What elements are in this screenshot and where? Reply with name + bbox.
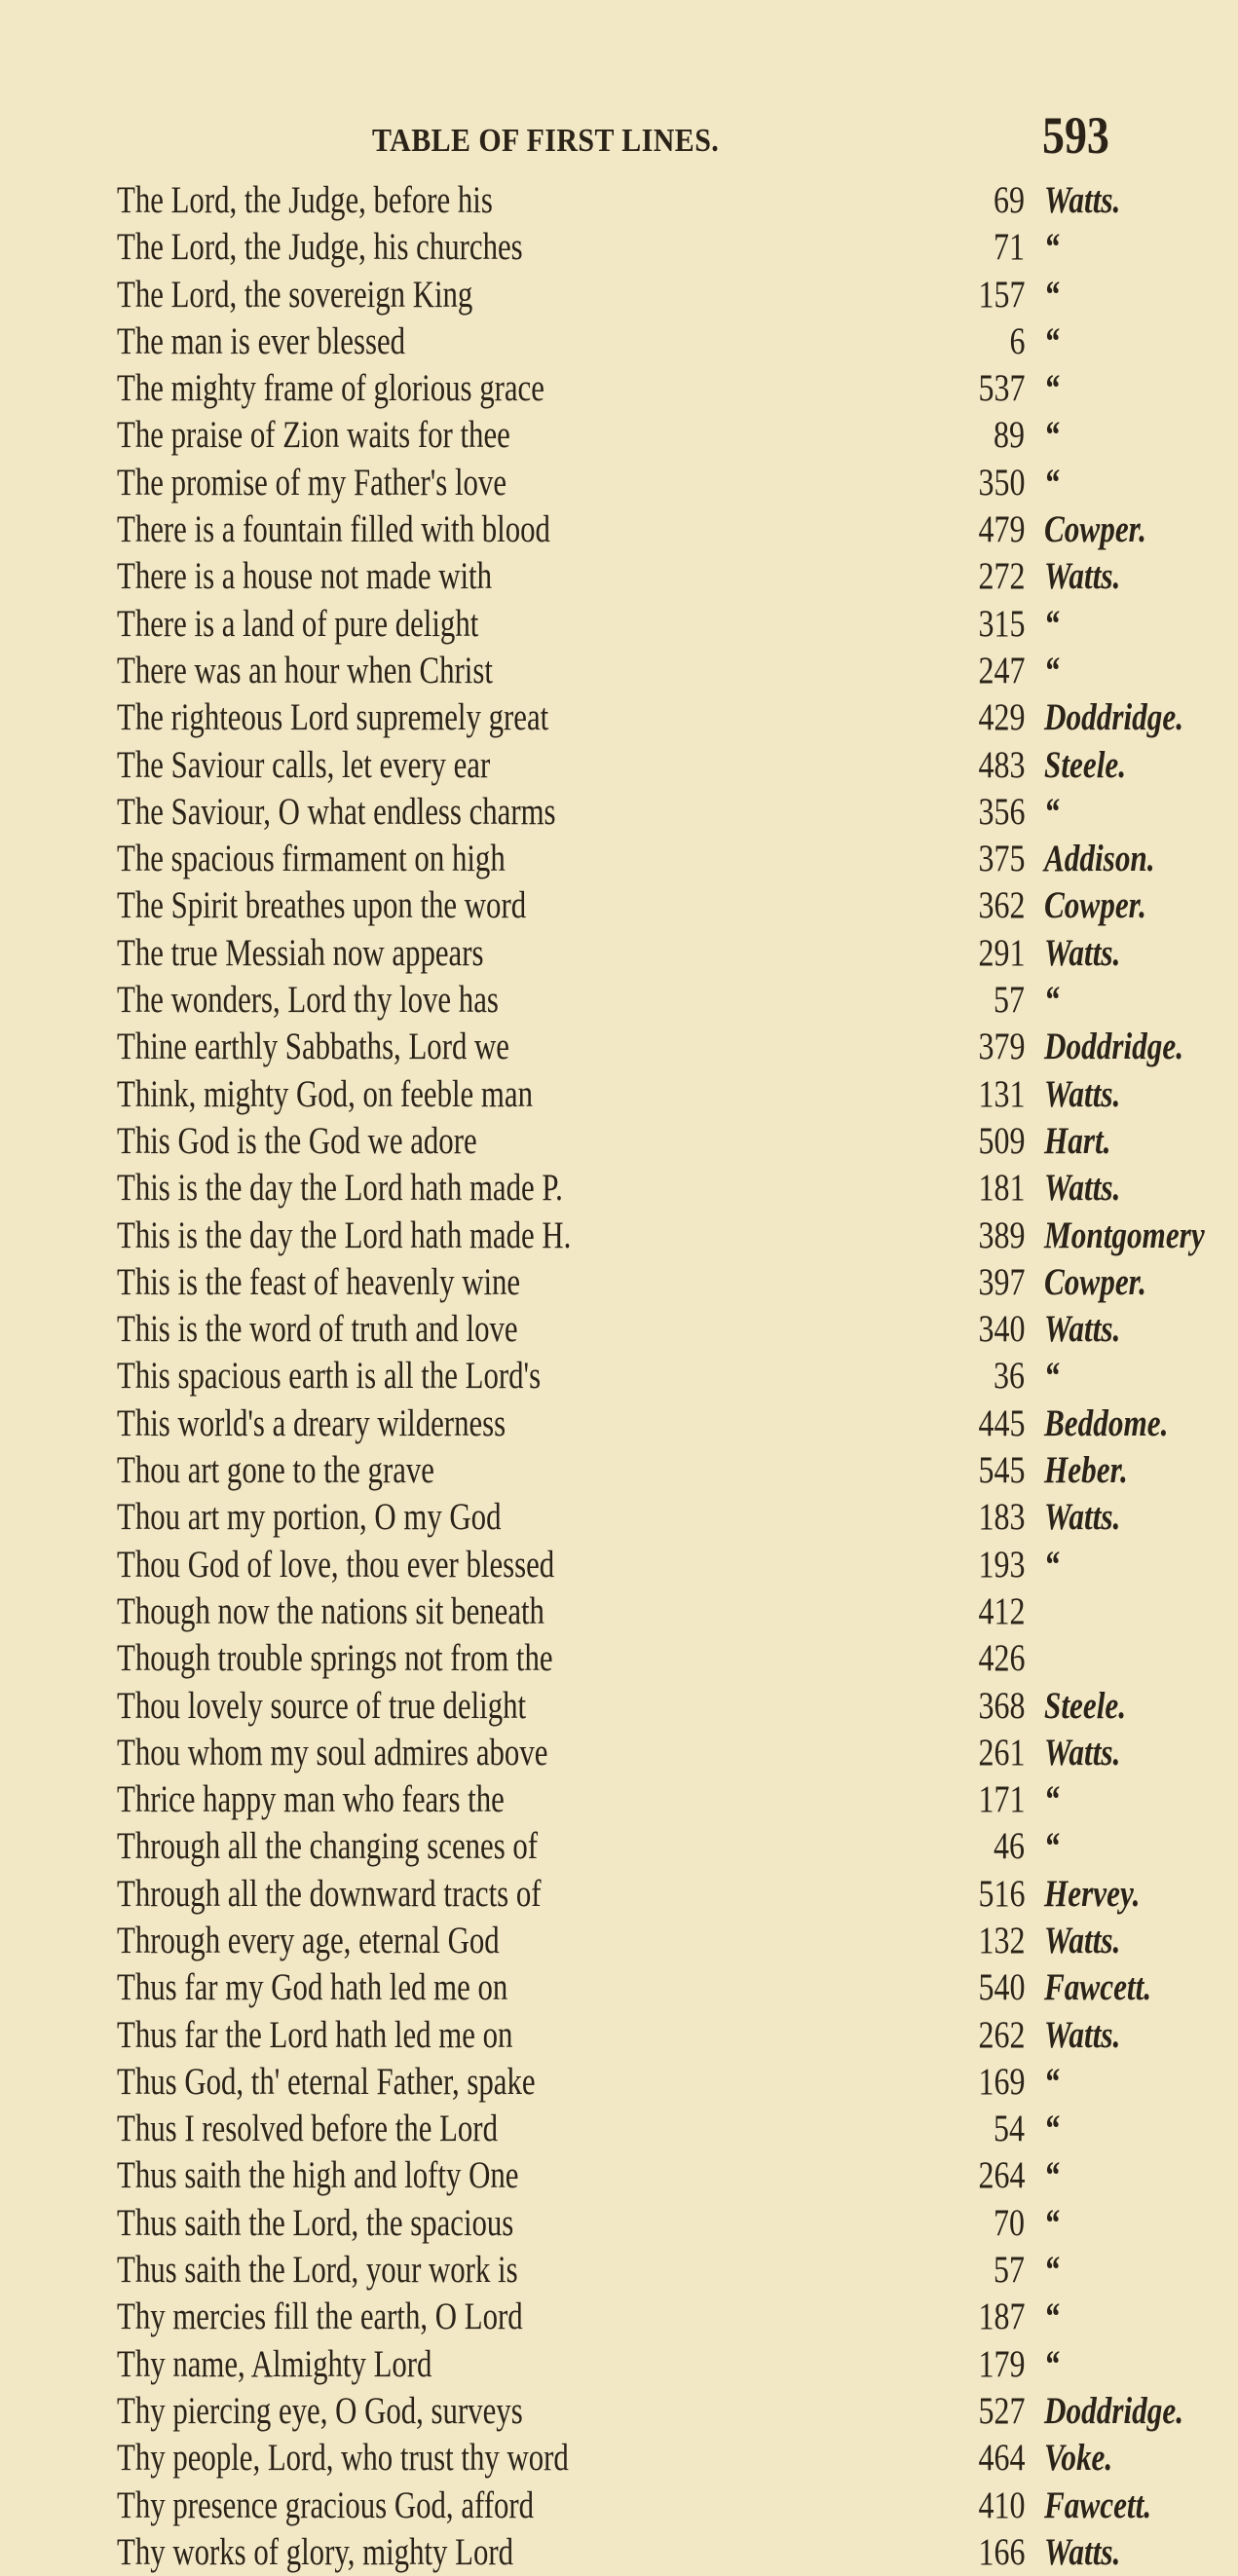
hymn-number-text: 264 <box>978 2154 1025 2197</box>
hymn-number-text: 368 <box>978 1684 1025 1727</box>
first-line: The promise of my Father's love <box>117 461 507 504</box>
table-row <box>0 2435 1238 2482</box>
first-line: The man is ever blessed <box>117 319 406 362</box>
hymn-number-text: 350 <box>978 461 1025 504</box>
author: Watts. <box>1044 1919 1121 1961</box>
table-row <box>0 1118 1238 1165</box>
author: “ <box>1044 1543 1060 1586</box>
hymn-number <box>740 2341 1025 2388</box>
hymn-number-text: 379 <box>978 1026 1025 1068</box>
author: Beddome. <box>1044 1401 1169 1444</box>
author: Doddridge. <box>1044 1026 1183 1068</box>
hymn-number <box>740 1306 1025 1353</box>
hymn-number-text: 36 <box>994 1355 1025 1398</box>
first-line: The righteous Lord supremely great <box>117 696 549 739</box>
author: “ <box>1044 2201 1060 2244</box>
first-line: Think, mighty God, on feeble man <box>117 1072 533 1115</box>
first-line: Thou art my portion, O my God <box>117 1496 502 1539</box>
author: Watts. <box>1044 555 1121 598</box>
first-line: There is a fountain filled with blood <box>117 508 550 551</box>
table-row <box>0 506 1238 553</box>
hymn-number <box>740 601 1025 648</box>
hymn-number <box>740 2529 1025 2576</box>
table-row <box>0 553 1238 600</box>
hymn-number <box>740 1776 1025 1823</box>
hymn-number <box>740 2200 1025 2247</box>
hymn-number <box>740 412 1025 459</box>
hymn-number <box>740 1635 1025 1682</box>
table-row <box>0 1964 1238 2011</box>
first-line: The Saviour, O what endless charms <box>117 790 556 833</box>
table-row <box>0 460 1238 506</box>
page-number: 593 <box>1042 106 1109 165</box>
author: Cowper. <box>1044 884 1146 927</box>
table-row <box>0 2294 1238 2340</box>
author: Watts. <box>1044 1072 1121 1115</box>
hymn-number-text: 187 <box>978 2296 1025 2338</box>
first-line: There is a land of pure delight <box>117 602 479 645</box>
first-line: Thrice happy man who fears the <box>117 1778 505 1821</box>
hymn-number <box>740 2247 1025 2294</box>
first-line: Thy presence gracious God, afford <box>117 2483 535 2526</box>
first-line: Thou lovely source of true delight <box>117 1684 527 1727</box>
hymn-number <box>740 553 1025 600</box>
first-line: The praise of Zion waits for thee <box>117 414 510 457</box>
first-line: Thus saith the Lord, your work is <box>117 2249 518 2292</box>
hymn-number-text: 410 <box>978 2483 1025 2526</box>
table-row <box>0 1635 1238 1682</box>
hymn-number <box>740 1165 1025 1212</box>
hymn-number <box>740 789 1025 836</box>
hymn-number <box>740 1730 1025 1776</box>
hymn-number-text: 157 <box>978 273 1025 316</box>
first-line: This is the word of truth and love <box>117 1308 518 1351</box>
table-row <box>0 1588 1238 1635</box>
first-line: Thus God, th' eternal Father, spake <box>117 2060 536 2103</box>
author: “ <box>1044 979 1060 1022</box>
hymn-number <box>740 1259 1025 1306</box>
author: Watts. <box>1044 179 1121 221</box>
first-line: Though now the nations sit beneath <box>117 1589 544 1632</box>
first-line: The Lord, the sovereign King <box>117 273 473 316</box>
hymn-number-text: 70 <box>994 2201 1025 2244</box>
table-row <box>0 2106 1238 2152</box>
author: Hervey. <box>1044 1872 1141 1915</box>
first-line: Through all the changing scenes of <box>117 1825 539 1868</box>
first-line: This is the day the Lord hath made H. <box>117 1213 572 1256</box>
author: Hart. <box>1044 1119 1111 1162</box>
author: “ <box>1044 1825 1060 1868</box>
table-row <box>0 2152 1238 2199</box>
first-line: Thou God of love, thou ever blessed <box>117 1543 555 1586</box>
author: Doddridge. <box>1044 696 1183 739</box>
table-row <box>0 1024 1238 1070</box>
table-row <box>0 1918 1238 1964</box>
hymn-number-text: 132 <box>978 1919 1025 1961</box>
hymn-number-text: 483 <box>978 743 1025 786</box>
hymn-number <box>740 1494 1025 1541</box>
table-row <box>0 1353 1238 1400</box>
table-row <box>0 2247 1238 2294</box>
hymn-number-text: 545 <box>978 1449 1025 1492</box>
hymn-number-text: 509 <box>978 1119 1025 1162</box>
hymn-number-text: 169 <box>978 2060 1025 2103</box>
first-line: This world's a dreary wilderness <box>117 1401 506 1444</box>
page-header <box>0 106 1238 173</box>
table-row <box>0 1871 1238 1918</box>
author: Steele. <box>1044 1684 1127 1727</box>
table-row <box>0 1823 1238 1870</box>
hymn-number <box>740 1400 1025 1447</box>
hymn-number <box>740 1918 1025 1964</box>
author: Watts. <box>1044 1731 1121 1773</box>
hymn-number-text: 375 <box>978 838 1025 880</box>
hymn-number-text: 340 <box>978 1308 1025 1351</box>
author: “ <box>1044 2342 1060 2385</box>
table-row <box>0 1306 1238 1353</box>
hymn-number-text: 291 <box>978 931 1025 974</box>
hymn-number-text: 315 <box>978 602 1025 645</box>
first-line: This is the feast of heavenly wine <box>117 1260 521 1303</box>
first-line: Through all the downward tracts of <box>117 1872 542 1915</box>
table-row <box>0 1259 1238 1306</box>
hymn-number-text: 426 <box>978 1637 1025 1680</box>
first-line: The spacious firmament on high <box>117 838 506 880</box>
first-line: Thou art gone to the grave <box>117 1449 434 1492</box>
table-row <box>0 648 1238 694</box>
hymn-number-text: 57 <box>994 2249 1025 2292</box>
hymn-number-text: 412 <box>978 1589 1025 1632</box>
table-row <box>0 365 1238 412</box>
hymn-number-text: 479 <box>978 508 1025 551</box>
first-line: The Lord, the Judge, his churches <box>117 226 523 269</box>
first-line: Through every age, eternal God <box>117 1919 500 1961</box>
table-row <box>0 1683 1238 1730</box>
hymn-number-text: 247 <box>978 649 1025 691</box>
hymn-number-text: 71 <box>994 226 1025 269</box>
table-row <box>0 694 1238 741</box>
table-row <box>0 2529 1238 2576</box>
table-row <box>0 836 1238 882</box>
table-row <box>0 1165 1238 1212</box>
table-row <box>0 1542 1238 1588</box>
author: Watts. <box>1044 1496 1121 1539</box>
first-line: Thus saith the Lord, the spacious <box>117 2201 514 2244</box>
author: “ <box>1044 414 1060 457</box>
hymn-number-text: 445 <box>978 1401 1025 1444</box>
first-line: The wonders, Lord thy love has <box>117 979 499 1022</box>
hymn-number <box>740 1213 1025 1259</box>
hymn-number <box>740 224 1025 271</box>
author: “ <box>1044 2249 1060 2292</box>
hymn-number <box>740 177 1025 224</box>
hymn-number <box>740 1024 1025 1070</box>
first-line: This spacious earth is all the Lord's <box>117 1355 542 1398</box>
table-row <box>0 2388 1238 2435</box>
hymn-number-text: 516 <box>978 1872 1025 1915</box>
first-line: There is a house not made with <box>117 555 493 598</box>
author: Cowper. <box>1044 508 1146 551</box>
table-row <box>0 977 1238 1024</box>
first-line: Thus far my God hath led me on <box>117 1966 508 2009</box>
table-row <box>0 789 1238 836</box>
author: Watts. <box>1044 2530 1121 2573</box>
author: “ <box>1044 1778 1060 1821</box>
author: Steele. <box>1044 743 1127 786</box>
first-line: Thy works of glory, mighty Lord <box>117 2530 514 2573</box>
hymn-number-text: 193 <box>978 1543 1025 1586</box>
hymn-number <box>740 1964 1025 2011</box>
author: Fawcett. <box>1044 1966 1152 2009</box>
hymn-number <box>740 1588 1025 1635</box>
hymn-number-text: 261 <box>978 1731 1025 1773</box>
table-row <box>0 2200 1238 2247</box>
table-row <box>0 930 1238 977</box>
table-row <box>0 1071 1238 1118</box>
hymn-number-text: 389 <box>978 1213 1025 1256</box>
hymn-number <box>740 318 1025 365</box>
hymn-number-text: 54 <box>994 2108 1025 2150</box>
hymn-number <box>740 1071 1025 1118</box>
author: “ <box>1044 367 1060 410</box>
hymn-number-text: 527 <box>978 2389 1025 2432</box>
first-lines-table <box>0 177 1238 2576</box>
hymn-number <box>740 2012 1025 2059</box>
hymn-number-text: 179 <box>978 2342 1025 2385</box>
hymn-number <box>740 2483 1025 2529</box>
hymn-number-text: 183 <box>978 1496 1025 1539</box>
hymn-number <box>740 2388 1025 2435</box>
first-line: The true Messiah now appears <box>117 931 484 974</box>
first-line: Though trouble springs not from the <box>117 1637 553 1680</box>
hymn-number <box>740 1118 1025 1165</box>
hymn-number <box>740 365 1025 412</box>
hymn-number-text: 131 <box>978 1072 1025 1115</box>
first-line: Thine earthly Sabbaths, Lord we <box>117 1026 509 1068</box>
hymn-number <box>740 2435 1025 2482</box>
table-row <box>0 742 1238 789</box>
hymn-number-text: 69 <box>994 179 1025 221</box>
author: Watts. <box>1044 931 1121 974</box>
hymn-number-text: 537 <box>978 367 1025 410</box>
first-line: The Lord, the Judge, before his <box>117 179 493 221</box>
hymn-number <box>740 742 1025 789</box>
table-row <box>0 1400 1238 1447</box>
author: “ <box>1044 2060 1060 2103</box>
hymn-number-text: 171 <box>978 1778 1025 1821</box>
author: Watts. <box>1044 2013 1121 2056</box>
first-line: Thus far the Lord hath led me on <box>117 2013 513 2056</box>
hymn-number-text: 57 <box>994 979 1025 1022</box>
author: Fawcett. <box>1044 2483 1152 2526</box>
hymn-number <box>740 272 1025 318</box>
hymn-number <box>740 836 1025 882</box>
table-row <box>0 1730 1238 1776</box>
first-line: This is the day the Lord hath made P. <box>117 1167 563 1210</box>
hymn-number <box>740 930 1025 977</box>
table-row <box>0 1776 1238 1823</box>
hymn-number-text: 464 <box>978 2437 1025 2480</box>
author: “ <box>1044 2154 1060 2197</box>
first-line: The mighty frame of glorious grace <box>117 367 544 410</box>
table-row <box>0 272 1238 318</box>
hymn-number <box>740 2059 1025 2106</box>
author: Heber. <box>1044 1449 1128 1492</box>
hymn-number-text: 262 <box>978 2013 1025 2056</box>
table-row <box>0 224 1238 271</box>
hymn-number-text: 362 <box>978 884 1025 927</box>
author: “ <box>1044 790 1060 833</box>
table-row <box>0 177 1238 224</box>
author: Addison. <box>1044 838 1155 880</box>
hymn-number <box>740 1823 1025 1870</box>
first-line: The Spirit breathes upon the word <box>117 884 527 927</box>
hymn-number-text: 272 <box>978 555 1025 598</box>
author: “ <box>1044 649 1060 691</box>
author: Watts. <box>1044 1308 1121 1351</box>
hymn-number-text: 181 <box>978 1167 1025 1210</box>
hymn-number-text: 89 <box>994 414 1025 457</box>
table-row <box>0 2341 1238 2388</box>
table-row <box>0 2483 1238 2529</box>
hymn-number <box>740 694 1025 741</box>
table-row <box>0 412 1238 459</box>
author: Cowper. <box>1044 1260 1146 1303</box>
author: Voke. <box>1044 2437 1113 2480</box>
hymn-number <box>740 1447 1025 1494</box>
first-line: Thy people, Lord, who trust thy word <box>117 2437 569 2480</box>
author: Montgomery <box>1044 1213 1205 1256</box>
table-row <box>0 1447 1238 1494</box>
first-line: Thy piercing eye, O God, surveys <box>117 2389 523 2432</box>
author: “ <box>1044 1355 1060 1398</box>
author: “ <box>1044 319 1060 362</box>
author: Watts. <box>1044 1167 1121 1210</box>
hymn-number <box>740 1871 1025 1918</box>
hymn-number-text: 46 <box>994 1825 1025 1868</box>
author: “ <box>1044 461 1060 504</box>
hymn-number <box>740 1542 1025 1588</box>
hymn-number-text: 397 <box>978 1260 1025 1303</box>
first-line: This God is the God we adore <box>117 1119 477 1162</box>
hymn-number <box>740 648 1025 694</box>
author: Doddridge. <box>1044 2389 1183 2432</box>
author: “ <box>1044 602 1060 645</box>
first-line: Thy name, Almighty Lord <box>117 2342 432 2385</box>
table-row <box>0 2059 1238 2106</box>
first-line: There was an hour when Christ <box>117 649 493 691</box>
hymn-number <box>740 2106 1025 2152</box>
hymn-number <box>740 882 1025 929</box>
hymn-number-text: 540 <box>978 1966 1025 2009</box>
author: “ <box>1044 226 1060 269</box>
first-line: Thus I resolved before the Lord <box>117 2108 498 2150</box>
table-row <box>0 601 1238 648</box>
first-line: Thou whom my soul admires above <box>117 1731 548 1773</box>
hymn-number-text: 429 <box>978 696 1025 739</box>
author: “ <box>1044 2108 1060 2150</box>
hymn-number <box>740 977 1025 1024</box>
table-row <box>0 2012 1238 2059</box>
first-line: Thus saith the high and lofty One <box>117 2154 519 2197</box>
hymn-number <box>740 460 1025 506</box>
table-row <box>0 1494 1238 1541</box>
hymn-number <box>740 2152 1025 2199</box>
table-row <box>0 318 1238 365</box>
hymn-number-text: 356 <box>978 790 1025 833</box>
author: “ <box>1044 273 1060 316</box>
hymn-number <box>740 1353 1025 1400</box>
hymn-number <box>740 1683 1025 1730</box>
hymn-number-text: 166 <box>978 2530 1025 2573</box>
table-row <box>0 882 1238 929</box>
author: “ <box>1044 2296 1060 2338</box>
running-title: TABLE OF FIRST LINES. <box>372 123 720 159</box>
hymn-number <box>740 506 1025 553</box>
first-line: The Saviour calls, let every ear <box>117 743 491 786</box>
hymn-number <box>740 2294 1025 2340</box>
hymn-number-text: 6 <box>1009 319 1025 362</box>
table-row <box>0 1213 1238 1259</box>
first-line: Thy mercies fill the earth, O Lord <box>117 2296 523 2338</box>
